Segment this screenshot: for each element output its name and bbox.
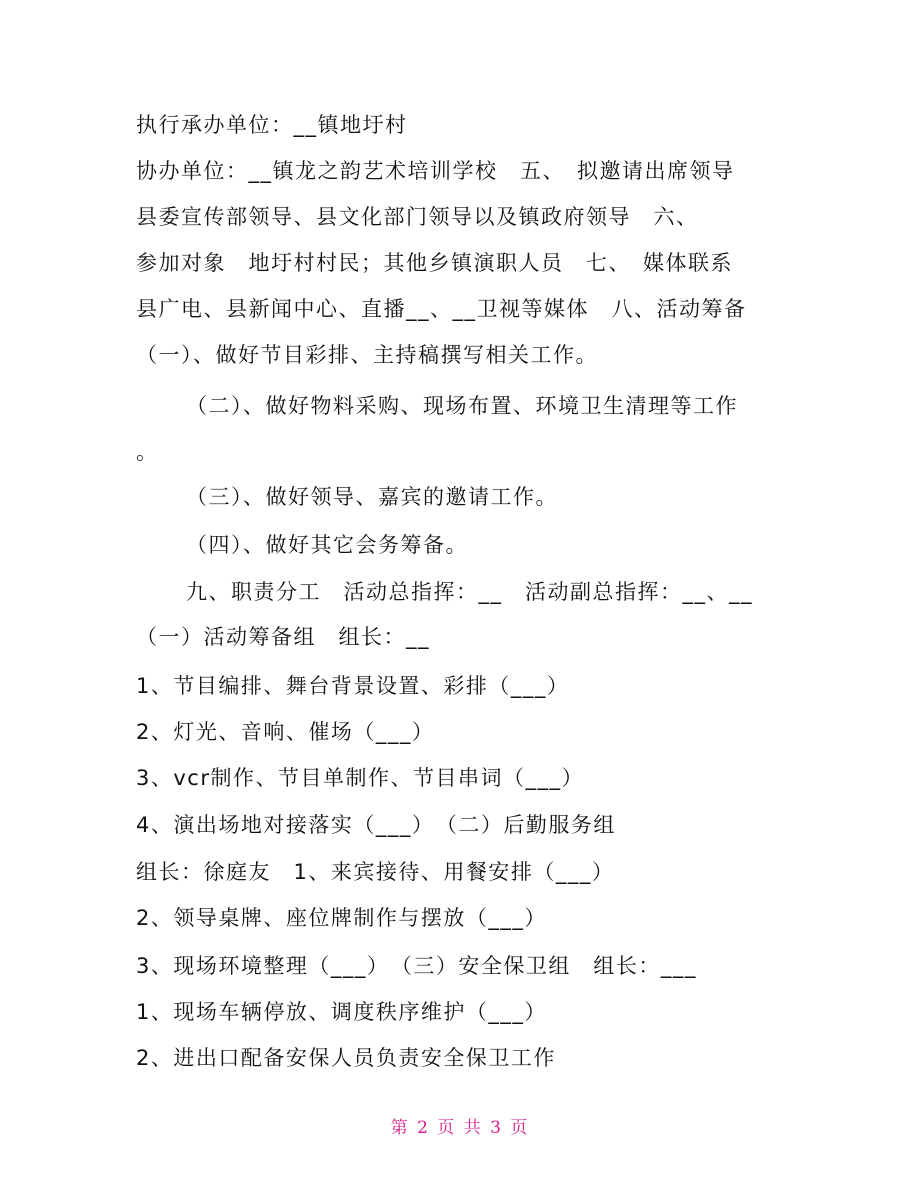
- text-line-20: 1、现场车辆停放、调度秩序维护（___）: [136, 1000, 547, 1024]
- page-footer: 第 2 页 共 3 页: [390, 1118, 530, 1138]
- text-line-21: 2、进出口配备安保人员负责安全保卫工作: [136, 1046, 556, 1070]
- text-line-2: 协办单位：__镇龙之韵艺术培训学校 五、 拟邀请出席领导: [136, 159, 735, 183]
- text-line-13: 1、节目编排、舞台背景设置、彩排（___）: [136, 674, 570, 698]
- text-line-11: 九、职责分工 活动总指挥：__ 活动副总指挥：__、__: [186, 580, 753, 604]
- text-line-16: 4、演出场地对接落实（___） （二）后勤服务组: [136, 813, 616, 837]
- text-line-17: 组长：徐庭友 1、来宾接待、用餐安排（___）: [136, 860, 615, 884]
- text-line-3: 县委宣传部领导、县文化部门领导以及镇政府领导 六、: [136, 205, 699, 229]
- text-line-8: 。: [136, 440, 159, 464]
- text-line-10: （四）、做好其它会务筹备。: [186, 533, 468, 557]
- text-line-5: 县广电、县新闻中心、直播__、__卫视等媒体 八、活动筹备: [136, 297, 747, 321]
- text-line-7: （二）、做好物料采购、现场布置、环境卫生清理等工作: [186, 394, 738, 418]
- text-line-19: 3、现场环境整理（___） （三）安全保卫组 组长：___: [136, 954, 697, 978]
- text-line-12: （一）活动筹备组 组长：__: [136, 625, 430, 649]
- text-line-9: （三）、做好领导、嘉宾的邀请工作。: [186, 485, 558, 509]
- text-line-18: 2、领导桌牌、座位牌制作与摆放（___）: [136, 906, 547, 930]
- text-line-14: 2、灯光、音响、催场（___）: [136, 720, 435, 744]
- text-line-1: 执行承办单位：__镇地圩村: [136, 113, 408, 137]
- text-line-15: 3、vcr制作、节目单制作、节目串词（___）: [136, 766, 584, 790]
- text-line-6: （一）、做好节目彩排、主持稿撰写相关工作。: [136, 343, 598, 367]
- text-line-4: 参加对象 地圩村村民；其他乡镇演职人员 七、 媒体联系: [136, 251, 733, 275]
